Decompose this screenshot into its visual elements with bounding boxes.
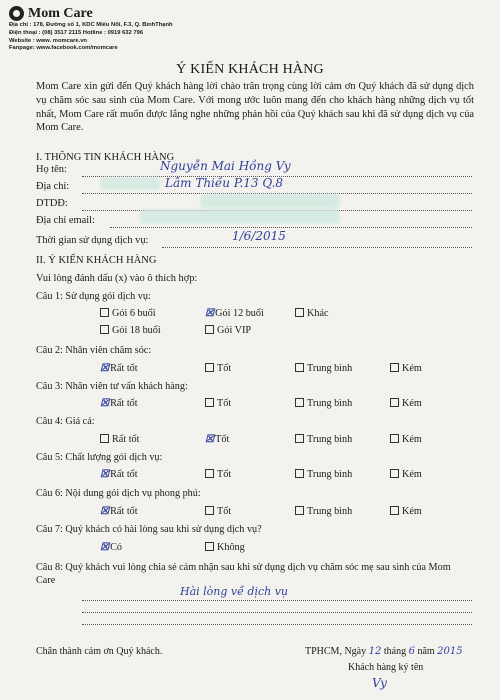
q2-option-very-good[interactable]: ☒Rất tốt <box>100 363 138 374</box>
name-value: Nguyễn Mai Hồng Vy <box>160 159 291 173</box>
checkbox-icon <box>205 506 214 515</box>
q7-option-yes[interactable]: ☒Có <box>100 542 123 553</box>
time-value: 1/6/2015 <box>232 229 286 243</box>
page-title: Ý KIẾN KHÁCH HÀNG <box>176 62 324 77</box>
logo-icon <box>9 6 24 21</box>
q8-line-3 <box>82 624 472 625</box>
email-label: Địa chỉ email: <box>36 215 95 226</box>
address-value: Lâm Thiều P.13 Q.8 <box>165 176 284 190</box>
q1-option-vip[interactable]: Gói VIP <box>205 325 251 336</box>
q1-option-12[interactable]: ☒Gói 12 buổi <box>205 308 264 319</box>
checkbox-icon <box>295 506 304 515</box>
company-website: Website : www. momcare.vn <box>9 37 87 44</box>
checkbox-icon <box>390 434 399 443</box>
q3-option-good[interactable]: Tốt <box>205 398 231 409</box>
checkbox-icon <box>390 398 399 407</box>
check-mark-icon: ☒ <box>100 506 110 517</box>
checkbox-icon <box>205 363 214 372</box>
q6-option-poor[interactable]: Kém <box>390 506 422 517</box>
redacted-email <box>140 209 340 224</box>
date-year: 2015 <box>437 646 463 657</box>
q5-option-average[interactable]: Trung bình <box>295 469 352 480</box>
check-mark-icon: ☒ <box>100 542 110 553</box>
checkbox-icon <box>100 308 109 317</box>
date-line: TPHCM, Ngày 12 tháng 6 năm 2015 <box>305 646 463 657</box>
company-contact <box>9 22 173 53</box>
date-day: 12 <box>368 646 382 657</box>
company-phone: Điện thoại : (08) 3517 2115 Hotline : 0919 632 796 <box>9 29 144 36</box>
q2-label: Câu 2: Nhân viên chăm sóc: <box>36 345 152 356</box>
q6-option-good[interactable]: Tốt <box>205 506 231 517</box>
phone-label: DTDĐ: <box>36 198 68 209</box>
thanks-text: Chân thành cảm ơn Quý khách. <box>36 646 163 657</box>
q5-option-good[interactable]: Tốt <box>205 469 231 480</box>
checkbox-icon <box>205 542 214 551</box>
checkbox-icon <box>295 363 304 372</box>
checkbox-icon <box>205 469 214 478</box>
checkbox-icon <box>100 325 109 334</box>
q2-option-average[interactable]: Trung bình <box>295 363 352 374</box>
checkbox-icon <box>205 398 214 407</box>
check-mark-icon: ☒ <box>205 308 215 319</box>
q6-label: Câu 6: Nội dung gói dịch vụ phong phú: <box>36 488 201 499</box>
q1-option-18[interactable]: Gói 18 buổi <box>100 325 161 336</box>
checkbox-icon <box>295 434 304 443</box>
q3-label: Câu 3: Nhân viên tư vấn khách hàng: <box>36 381 188 392</box>
time-line <box>162 247 472 248</box>
q3-option-very-good[interactable]: ☒Rất tốt <box>100 398 138 409</box>
q8-label: Câu 8: Quý khách vui lòng chia sẻ cảm nhận sau khi sử dụng dịch vụ chăm sóc mẹ sau sinh của Mom Care <box>36 562 451 586</box>
section-feedback-heading: II. Ý KIẾN KHÁCH HÀNG <box>36 255 157 266</box>
signature-label: Khách hàng ký tên <box>348 662 424 673</box>
q3-option-average[interactable]: Trung bình <box>295 398 352 409</box>
checkbox-icon <box>390 506 399 515</box>
q3-option-poor[interactable]: Kém <box>390 398 422 409</box>
q6-option-average[interactable]: Trung bình <box>295 506 352 517</box>
q1-option-6[interactable]: Gói 6 buổi <box>100 308 156 319</box>
checkbox-icon <box>205 325 214 334</box>
company-address: Địa chỉ : 178, Đường số 1, KDC Miếu Nổi, F.3, Q. BìnhThạnh <box>9 22 173 28</box>
redacted-phone <box>200 194 340 208</box>
checkbox-icon <box>295 308 304 317</box>
q2-option-poor[interactable]: Kém <box>390 363 422 374</box>
check-mark-icon: ☒ <box>100 363 110 374</box>
q5-option-poor[interactable]: Kém <box>390 469 422 480</box>
email-line <box>110 227 472 228</box>
q1-label: Câu 1: Sử dụng gói dịch vụ: <box>36 291 151 302</box>
q4-option-good[interactable]: ☒Tốt <box>205 434 230 445</box>
q5-option-very-good[interactable]: ☒Rất tốt <box>100 469 138 480</box>
checkbox-icon <box>295 398 304 407</box>
q2-option-good[interactable]: Tốt <box>205 363 231 374</box>
name-label: Họ tên: <box>36 164 67 175</box>
checkbox-icon <box>390 363 399 372</box>
address-label: Địa chỉ: <box>36 181 70 192</box>
time-label: Thời gian sử dụng dịch vụ: <box>36 235 149 246</box>
customer-signature: Vy <box>372 676 387 690</box>
instruction-text: Vui lòng đánh dấu (x) vào ô thích hợp: <box>36 273 198 284</box>
q4-option-very-good[interactable]: Rất tốt <box>100 434 139 445</box>
logo-text: Mom Care <box>28 6 93 21</box>
date-month: 6 <box>408 646 415 657</box>
q5-label: Câu 5: Chất lượng gói dịch vụ: <box>36 452 163 463</box>
redacted-address-part <box>100 177 160 190</box>
checkbox-icon <box>100 434 109 443</box>
section-customer-info-heading: I. THÔNG TIN KHÁCH HÀNG <box>36 152 175 163</box>
intro-text: Mom Care xin gửi đến Quý khách hàng lời chào trân trọng cùng lời cảm ơn Quý khách đã sử dụng dịch vụ chăm sóc sau sinh của Mom Care. Với mong ước luôn mang đến cho khách hàng những dịch vụ tốt nhất, Mom Care rất muốn được lắng nghe những phản hồi của Quý khách sau khi đã sử dụng dịch vụ của Mom Care. <box>36 81 474 134</box>
q8-answer: Hài lòng về dịch vụ <box>180 585 289 598</box>
q4-option-poor[interactable]: Kém <box>390 434 422 445</box>
check-mark-icon: ☒ <box>205 434 215 445</box>
checkbox-icon <box>295 469 304 478</box>
q1-option-other[interactable]: Khác <box>295 308 329 319</box>
company-fanpage: Fanpage: www.facebook.com/momcare <box>9 45 118 52</box>
check-mark-icon: ☒ <box>100 469 110 480</box>
q8-line-2 <box>82 612 472 613</box>
q6-option-very-good[interactable]: ☒Rất tốt <box>100 506 138 517</box>
q4-label: Câu 4: Giá cả: <box>36 416 95 427</box>
q8-line-1 <box>82 600 472 601</box>
checkbox-icon <box>390 469 399 478</box>
q7-option-no[interactable]: Không <box>205 542 245 553</box>
check-mark-icon: ☒ <box>100 398 110 409</box>
q7-label: Câu 7: Quý khách có hài lòng sau khi sử dụng dịch vụ? <box>36 524 262 535</box>
q4-option-average[interactable]: Trung bình <box>295 434 352 445</box>
